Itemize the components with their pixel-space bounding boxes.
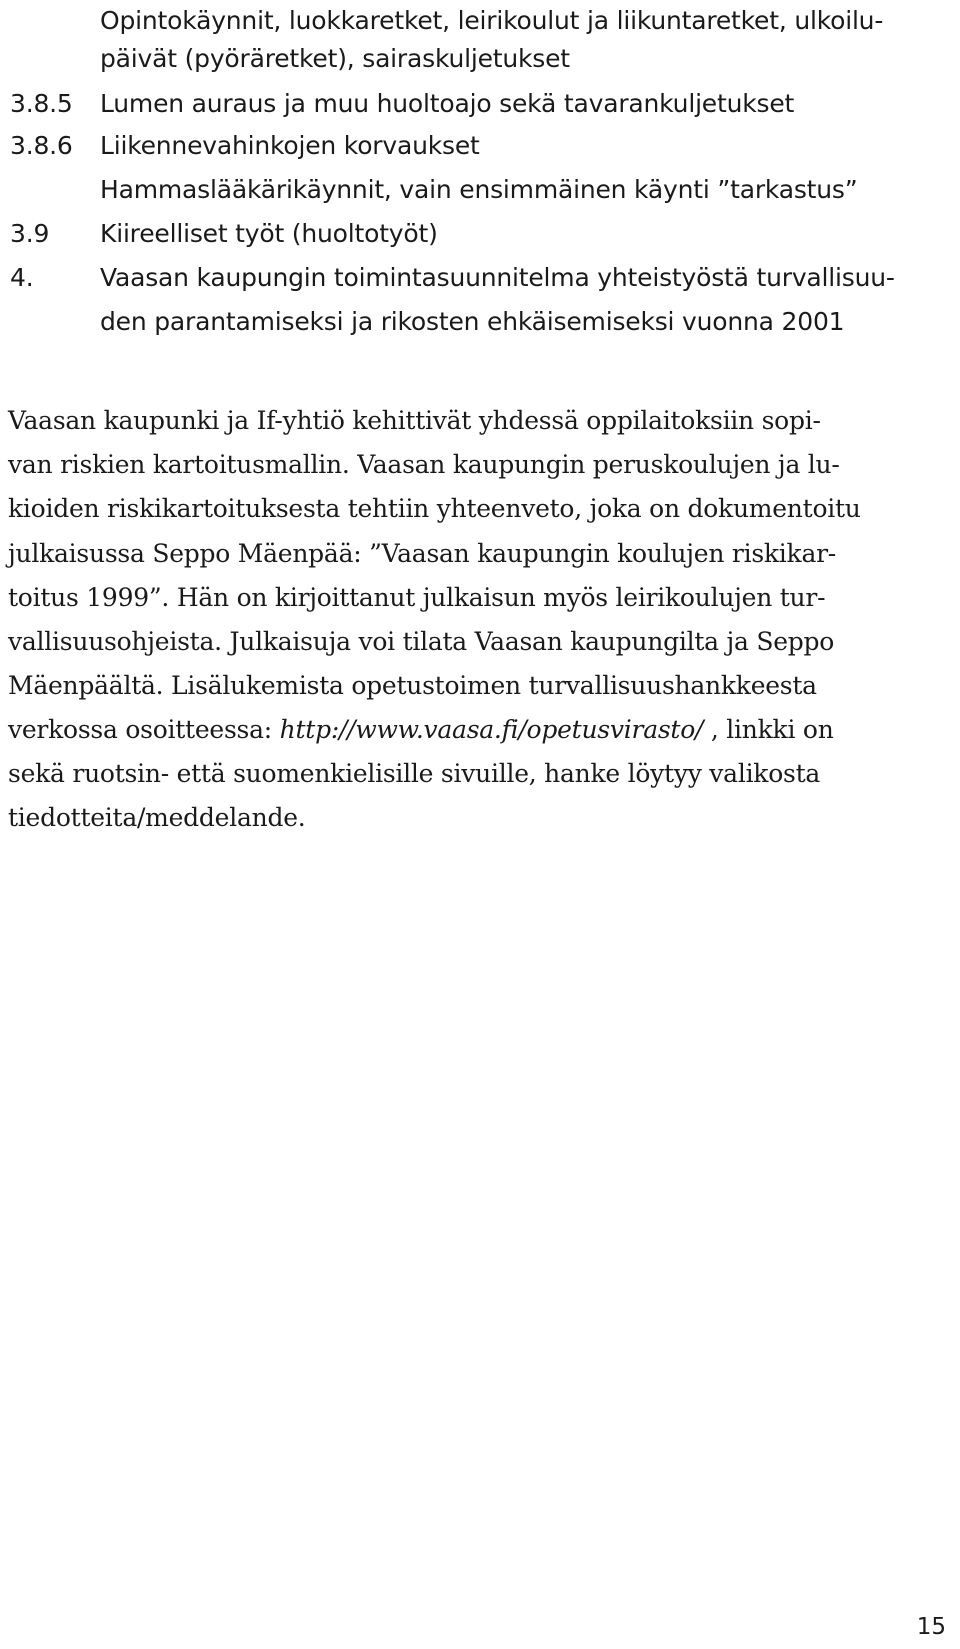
toc-item-number: 3.8.5 [10,89,73,118]
paragraph-line: van riskien kartoitusmallin. Vaasan kaupungin peruskoulujen ja lu- [8,450,840,479]
paragraph-line: tiedotteita/meddelande. [8,803,306,832]
page-number: 15 [916,1614,946,1640]
opetusvirasto-link[interactable]: http://www.vaasa.fi/opetusvirasto/ [279,715,704,744]
toc-item-text: Lumen auraus ja muu huoltoajo sekä tavarankuljetukset [100,89,795,118]
toc-item-text: Opintokäynnit, luokkaretket, leirikoulut ja liikuntaretket, ulkoilu- [100,6,884,35]
paragraph-line: sekä ruotsin- että suomenkielisille sivuille, hanke löytyy valikosta [8,759,821,788]
toc-item-text: päivät (pyöräretket), sairaskuljetukset [100,44,570,73]
paragraph-line: Mäenpäältä. Lisälukemista opetustoimen turvallisuushankkeesta [8,671,817,700]
toc-item-text: Vaasan kaupungin toimintasuunnitelma yhteistyöstä turvallisuu- [100,263,895,292]
url-suffix: , linkki on [703,715,834,744]
paragraph-line: toitus 1999”. Hän on kirjoittanut julkaisun myös leirikoulujen tur- [8,583,826,612]
paragraph-line: Vaasan kaupunki ja If-yhtiö kehittivät yhdessä oppilaitoksiin sopi- [8,406,821,435]
paragraph-line: vallisuusohjeista. Julkaisuja voi tilata Vaasan kaupungilta ja Seppo [8,627,835,656]
toc-item-number: 3.8.6 [10,131,73,160]
paragraph-line [8,714,834,746]
toc-item-text: Hammaslääkärikäynnit, vain ensimmäinen käynti ”tarkastus” [100,175,858,204]
url-prefix: verkossa osoitteessa: [8,715,280,744]
toc-item-number: 3.9 [10,219,50,248]
toc-item-number: 4. [10,263,34,292]
paragraph-line: julkaisussa Seppo Mäenpää: ”Vaasan kaupungin koulujen riskikar- [8,539,836,568]
toc-item-text: den parantamiseksi ja rikosten ehkäisemiseksi vuonna 2001 [100,307,845,336]
paragraph-line: kioiden riskikartoituksesta tehtiin yhteenveto, joka on dokumentoitu [8,494,861,523]
toc-item-text: Liikennevahinkojen korvaukset [100,131,480,160]
toc-item-text: Kiireelliset työt (huoltotyöt) [100,219,438,248]
